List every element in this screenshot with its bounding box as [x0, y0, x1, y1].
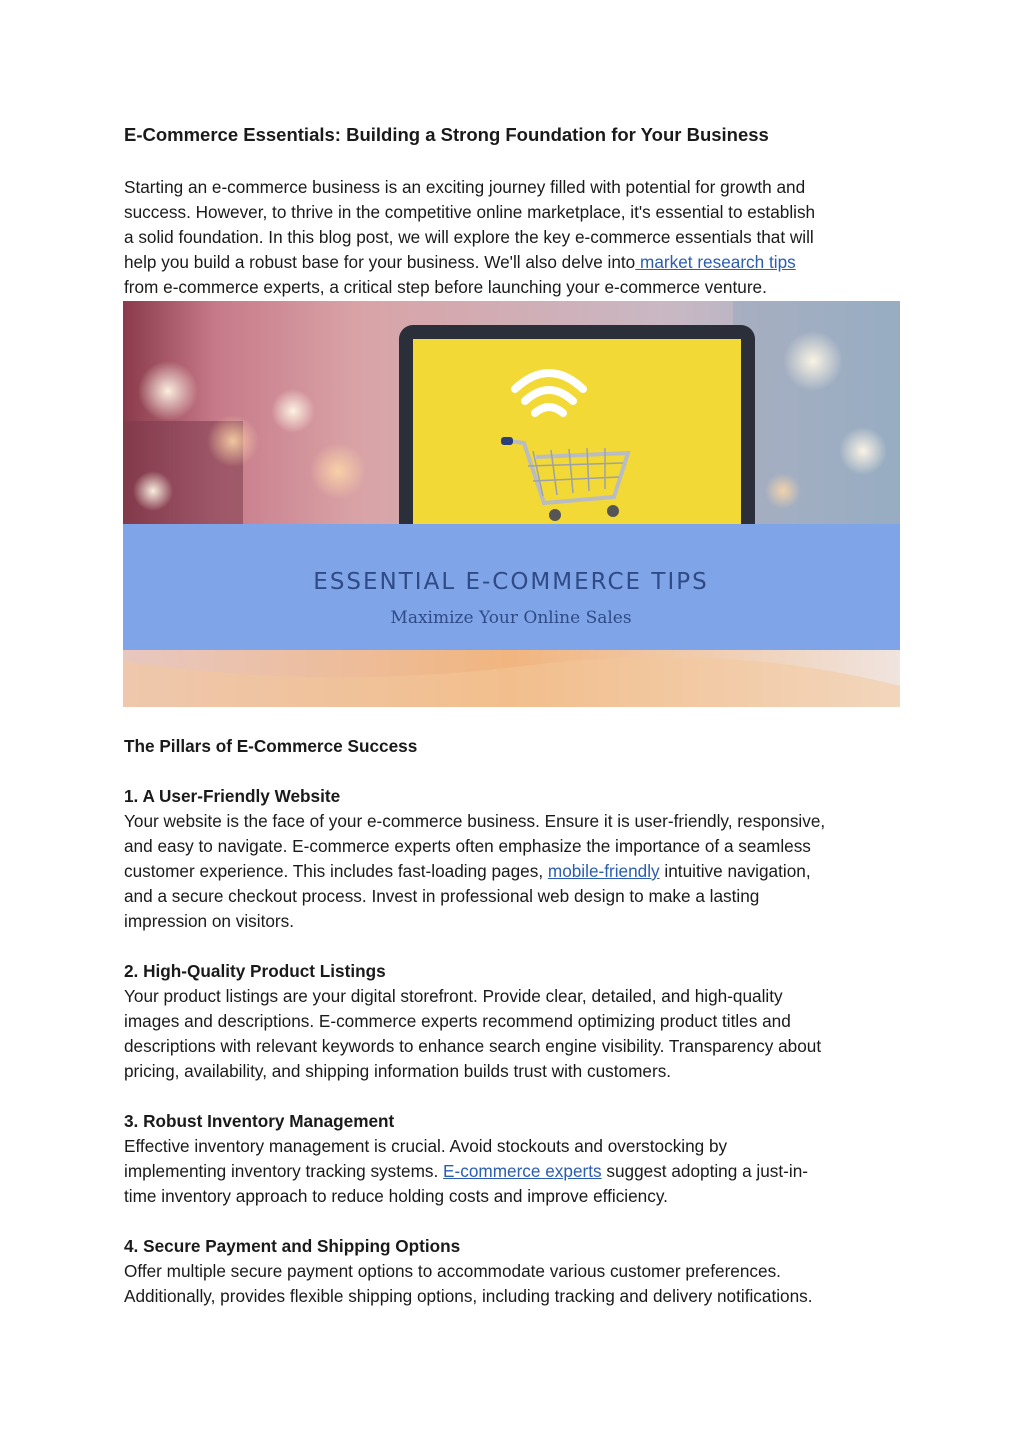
- intro-paragraph: [124, 175, 815, 300]
- body-line: time inventory approach to reduce holding costs and improve efficiency.: [124, 1186, 668, 1206]
- body-text: customer experience. This includes fast-loading pages,: [124, 861, 548, 881]
- page-title: E-Commerce Essentials: Building a Strong Foundation for Your Business: [124, 124, 769, 145]
- section-heading: 1. A User-Friendly Website: [124, 786, 341, 806]
- mobile-friendly-link[interactable]: mobile-friendly: [547, 861, 660, 881]
- body-line: and a secure checkout process. Invest in professional web design to make a lasting: [124, 886, 760, 906]
- body-line: images and descriptions. E-commerce experts recommend optimizing product titles and: [124, 1011, 791, 1031]
- section-body: [124, 1134, 808, 1209]
- body-line: [124, 1159, 808, 1184]
- body-text: suggest adopting a just-in-: [601, 1161, 808, 1181]
- ecommerce-experts-link[interactable]: E-commerce experts: [443, 1161, 602, 1181]
- section-heading: 2. High-Quality Product Listings: [124, 961, 386, 981]
- body-line: [124, 859, 825, 884]
- body-line: Effective inventory management is crucial. Avoid stockouts and overstocking by: [124, 1136, 728, 1156]
- intro-line: Starting an e-commerce business is an exciting journey filled with potential for growth and: [124, 177, 806, 197]
- body-line: pricing, availability, and shipping information builds trust with customers.: [124, 1061, 672, 1081]
- body-line: Offer multiple secure payment options to accommodate various customer preferences.: [124, 1261, 781, 1281]
- banner-subline: Maximize Your Online Sales: [390, 608, 632, 628]
- body-line: Your product listings are your digital storefront. Provide clear, detailed, and high-quality: [124, 986, 783, 1006]
- section-product-listings: [124, 959, 821, 1084]
- intro-line: from e-commerce experts, a critical step before launching your e-commerce venture.: [124, 277, 767, 297]
- body-line: descriptions with relevant keywords to enhance search engine visibility. Transparency about: [124, 1036, 822, 1056]
- intro-text: help you build a robust base for your business. We'll also delve into: [124, 252, 636, 272]
- intro-line: success. However, to thrive in the competitive online marketplace, it's essential to establish: [124, 202, 816, 222]
- laptop-illustration: [399, 325, 755, 537]
- section-heading: 3. Robust Inventory Management: [124, 1111, 395, 1131]
- body-text: implementing inventory tracking systems.: [124, 1161, 444, 1181]
- section-body: [124, 809, 825, 934]
- hero-image: [123, 301, 900, 707]
- section-body: [124, 984, 821, 1084]
- intro-line: [124, 250, 815, 275]
- section-inventory-management: [124, 1109, 808, 1209]
- pillars-heading: The Pillars of E-Commerce Success: [124, 736, 418, 756]
- intro-line: a solid foundation. In this blog post, we will explore the key e-commerce essentials that will: [124, 227, 814, 247]
- banner-headline: ESSENTIAL E-COMMERCE TIPS: [313, 569, 709, 595]
- section-body: [124, 1259, 813, 1309]
- section-heading: 4. Secure Payment and Shipping Options: [124, 1236, 461, 1256]
- market-research-tips-link[interactable]: market research tips: [635, 252, 796, 272]
- section-payment-shipping: [124, 1234, 813, 1309]
- body-line: impression on visitors.: [124, 911, 295, 931]
- body-line: and easy to navigate. E-commerce experts often emphasize the importance of a seamless: [124, 836, 811, 856]
- body-line: Additionally, provides flexible shipping options, including tracking and delivery notifications.: [124, 1286, 813, 1306]
- section-user-friendly-website: [124, 784, 825, 934]
- body-line: Your website is the face of your e-commerce business. Ensure it is user-friendly, responsive,: [124, 811, 826, 831]
- body-text: intuitive navigation,: [659, 861, 811, 881]
